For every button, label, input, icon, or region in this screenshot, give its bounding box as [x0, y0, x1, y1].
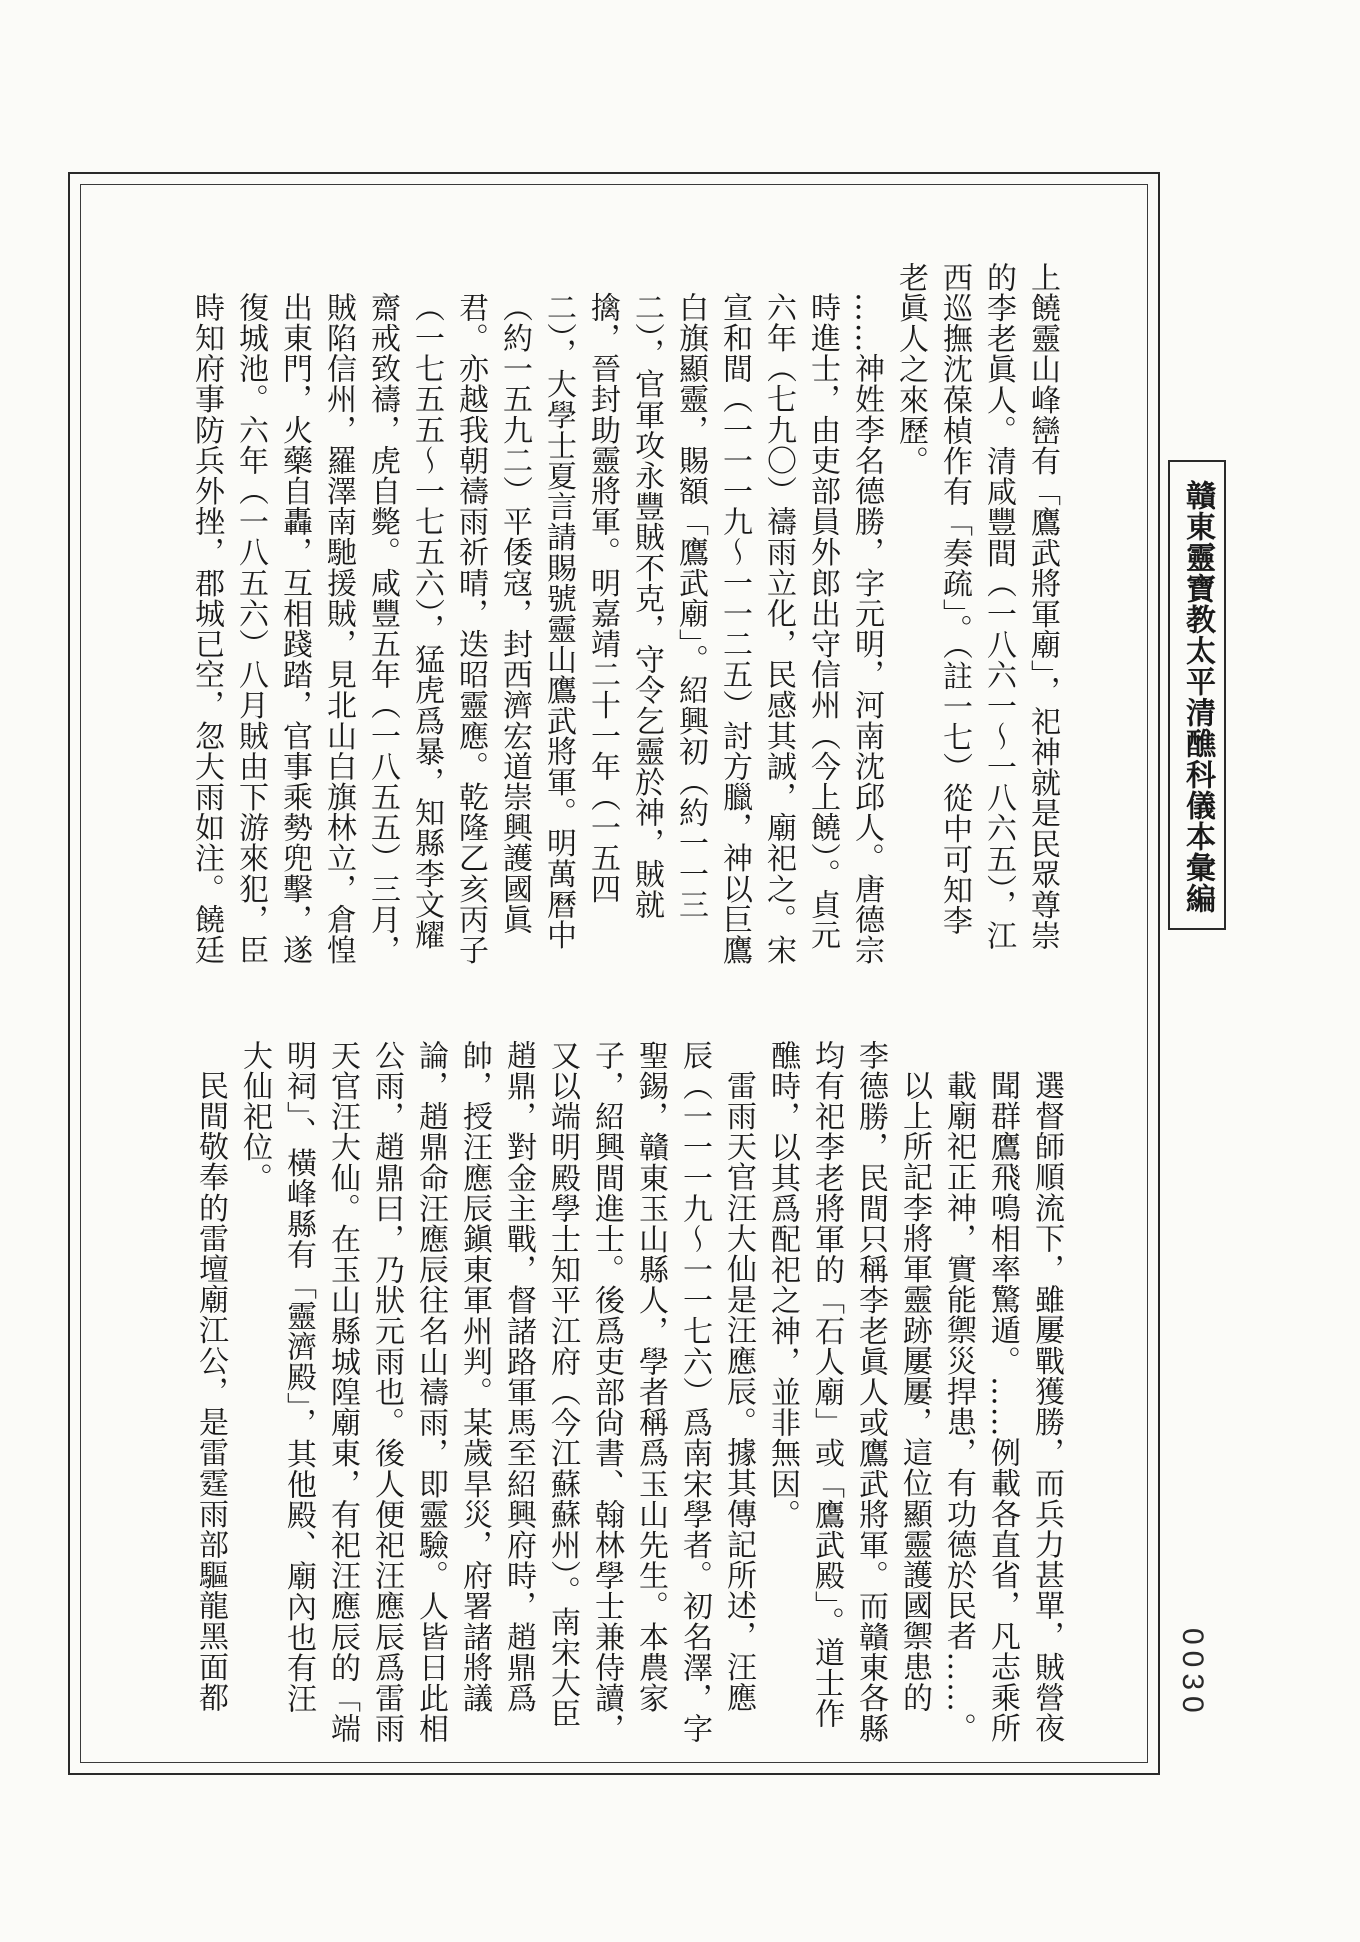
- text-column: 聖錫，贛東玉山縣人，學者稱爲玉山先生。本農家: [633, 1040, 668, 1714]
- text-column: 擒，晉封助靈將軍。明嘉靖二十一年（一五四: [585, 292, 620, 904]
- text-column: 雷雨天官汪大仙是汪應辰。據其傳記所述，汪應: [721, 1070, 756, 1713]
- page-number: 0030: [1176, 1628, 1209, 1719]
- text-column: 二），大學士夏言請賜號靈山鷹武將軍。明萬曆中: [541, 292, 576, 951]
- text-column: 李德勝，民間只稱李老眞人或鷹武將軍。而贛東各縣: [853, 1040, 888, 1744]
- text-column: 公雨，趙鼎曰，乃狀元雨也。後人便祀汪應辰爲雷雨: [369, 1040, 404, 1744]
- text-column: 賊陷信州，羅澤南馳援賊，見北山白旗林立，倉惶: [321, 292, 356, 966]
- top-text-block: [184, 262, 1064, 966]
- text-column: 上饒靈山峰巒有「鷹武將軍廟」，祀神就是民眾尊崇: [1025, 262, 1060, 951]
- text-column: ……神姓李名德勝，字元明，河南沈邱人。唐德宗: [849, 292, 884, 966]
- text-column: 選督師順流下，雖屢戰獲勝，而兵力甚單，賊營夜: [1029, 1070, 1064, 1744]
- text-column: 齋戒致禱，虎自斃。咸豐五年（一八五五）三月，: [365, 292, 400, 966]
- text-column: 子，紹興間進士。後爲吏部尙書、翰林學士兼侍讀，: [589, 1040, 624, 1744]
- text-column: 六年（七九〇）禱雨立化，民感其誠，廟祀之。宋: [761, 292, 796, 966]
- text-column: 宣和間（一一一九～一一二五）討方臘，神以巨鷹: [717, 292, 752, 966]
- text-column: （約一五九二）平倭寇，封西濟宏道崇興護國眞: [497, 292, 532, 935]
- text-column: 聞群鷹飛鳴相率驚遁。……例載各直省，凡志乘所: [985, 1070, 1020, 1744]
- text-column: 時知府事防兵外挫，郡城已空，忽大雨如注。饒廷: [189, 292, 224, 966]
- text-column: 君。亦越我朝禱雨祈晴，迭昭靈應。乾隆乙亥丙子: [453, 292, 488, 966]
- text-column: 出東門，火藥自轟，互相踐踏，官事乘勢兜擊，遂: [277, 292, 312, 966]
- text-column: 均有祀李老將軍的「石人廟」或「鷹武殿」。道士作: [809, 1040, 844, 1729]
- text-column: 的李老眞人。清咸豐間（一八六一～一八六五），江: [981, 262, 1016, 951]
- text-column: 天官汪大仙。在玉山縣城隍廟東，有祀汪應辰的「端: [325, 1040, 360, 1744]
- text-column: （一七五五～一七五六），猛虎爲暴，知縣李文耀: [409, 292, 444, 951]
- text-column: 老眞人之來歷。: [893, 262, 928, 477]
- text-column: 二），官軍攻永豐賊不克，守令乞靈於神，賊就: [629, 292, 664, 920]
- text-column: 白旗顯靈，賜額「鷹武廟」。紹興初（約一一三: [673, 292, 708, 920]
- book-title: 贛東靈寶教太平清醮科儀本彙編: [1180, 480, 1215, 914]
- text-column: 論，趙鼎命汪應辰往名山禱雨，即靈驗。人皆日此相: [413, 1040, 448, 1744]
- text-column: 時進士，由吏部員外郎出守信州（今上饒）。貞元: [805, 292, 840, 951]
- text-column: 又以端明殿學士知平江府（今江蘇蘇州）。南宋大臣: [545, 1040, 580, 1729]
- text-column: 大仙祀位。: [237, 1040, 272, 1193]
- text-column: 辰（一一一九～一一七六）爲南宋學者。初名澤，字: [677, 1040, 712, 1744]
- text-column: 趙鼎，對金主戰，督諸路軍馬至紹興府時，趙鼎爲: [501, 1040, 536, 1714]
- bottom-text-block: [188, 1040, 1068, 1744]
- text-column: 復城池。六年（一八五六）八月賊由下游來犯，臣: [233, 292, 268, 966]
- text-column: 帥，授汪應辰鎭東軍州判。某歲旱災，府署諸將議: [457, 1040, 492, 1714]
- text-column: 載廟祀正神，實能禦災捍患，有功德於民者……。: [941, 1070, 976, 1744]
- text-column: 醮時，以其爲配祀之神，並非無因。: [765, 1040, 800, 1530]
- text-column: 以上所記李將軍靈跡屢屢，這位顯靈護國禦患的: [897, 1070, 932, 1713]
- text-column: 明祠」、橫峰縣有「靈濟殿」，其他殿、廟內也有汪: [281, 1040, 316, 1714]
- book-title-box: [1168, 460, 1226, 930]
- text-column: 民間敬奉的雷壇廟江公，是雷霆雨部驅龍黑面都: [193, 1070, 228, 1713]
- text-column: 西巡撫沈葆楨作有「奏疏」。（註一七）從中可知李: [937, 262, 972, 936]
